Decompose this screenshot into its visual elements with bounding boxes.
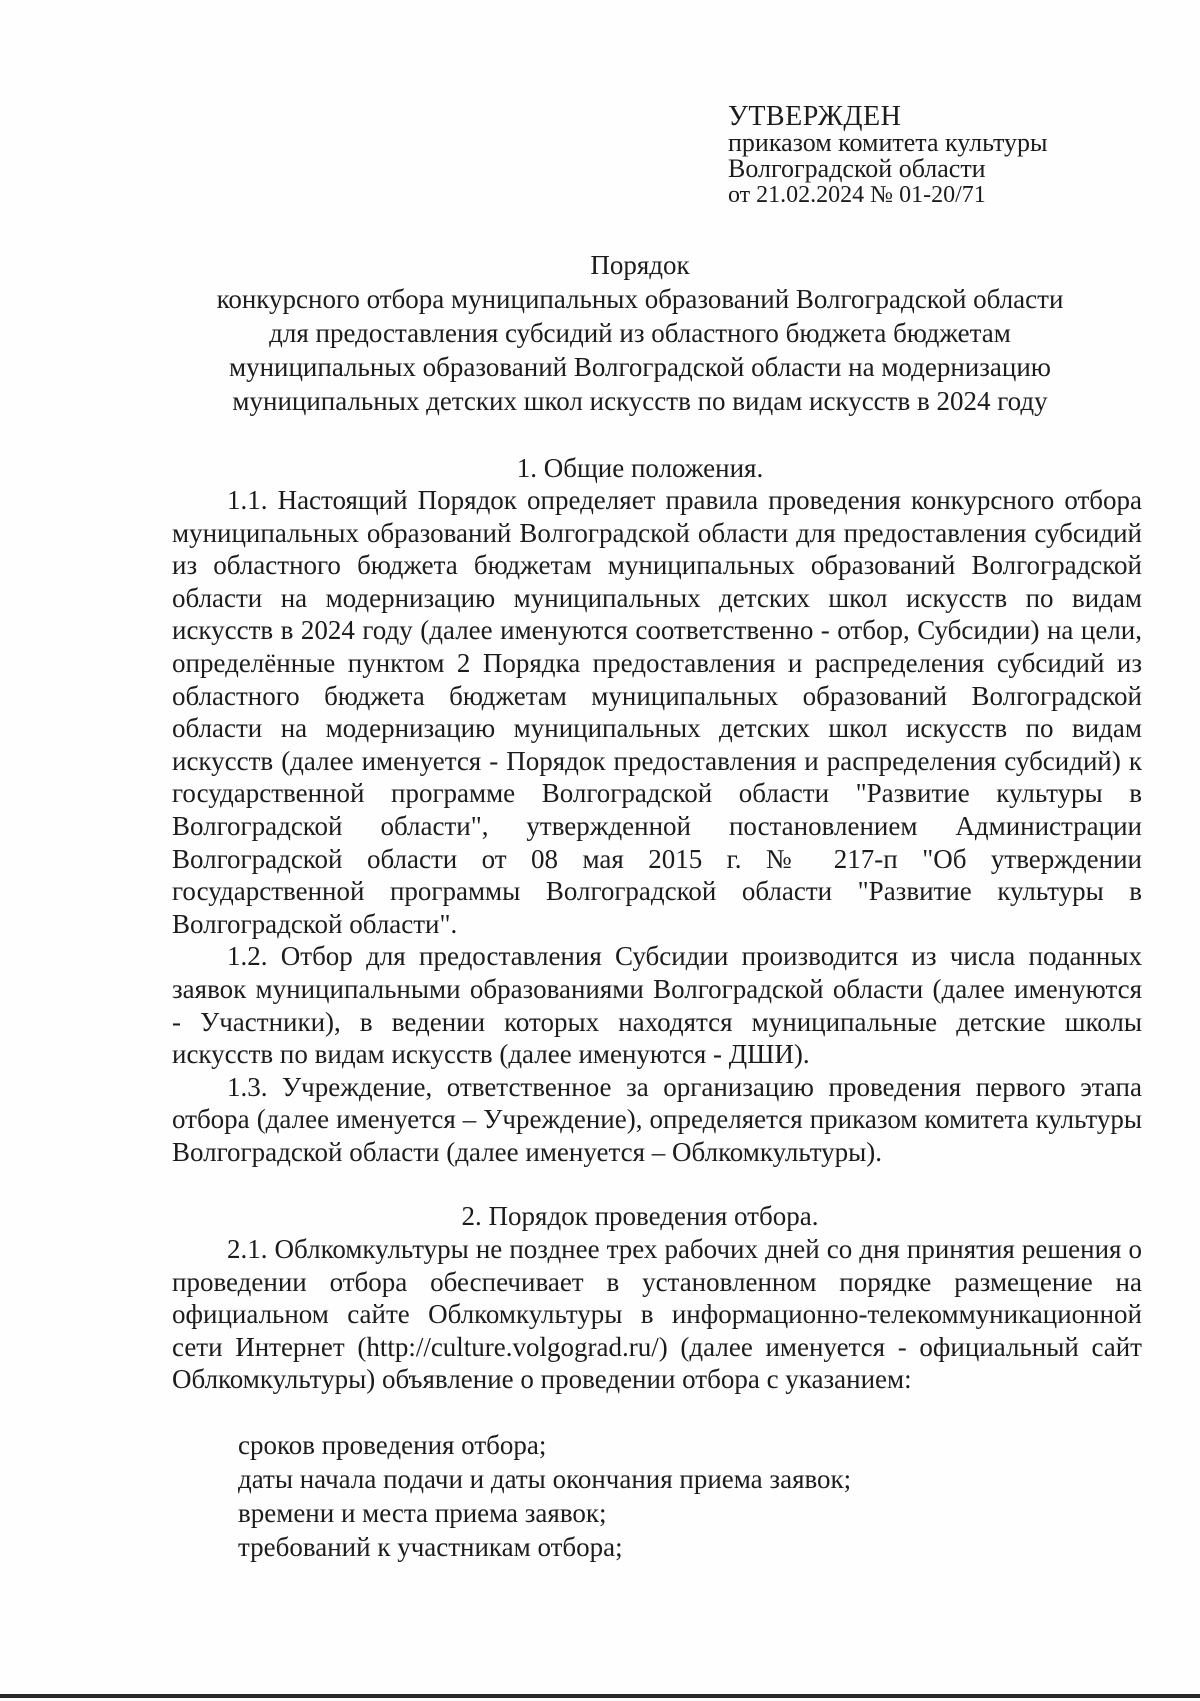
title-line-3: для предоставления субсидий из областного бюджета бюджетам (269, 318, 1011, 348)
list-item: времени и места приема заявок; (238, 1498, 607, 1528)
paragraph-1-3: 1.3. Учреждение, ответственное за организацию проведения первого этапа отбора (далее именуется – Учреждение), определяется приказом комитета культуры Волгоградской области (далее именуется – Облкомкультуры). (172, 1071, 1142, 1167)
list-item: даты начала подачи и даты окончания приема заявок; (238, 1464, 852, 1494)
section-2-body (172, 1233, 1142, 1396)
paragraph-1-1: 1.1. Настоящий Порядок определяет правила проведения конкурсного отбора муниципальных образований Волгоградской области для предоставления субсидий из областного бюджета бюджетам муниципальных образований Волгоградской области на модернизацию муниципальных детских школ искусств по видам искусств в 2024 году (далее именуются соответственно - отбор, Субсидии) на цели, определённые пунктом 2 Порядка предоставления и распределения субсидий из областного бюджета бюджетам муниципальных образований Волгоградской области на модернизацию муниципальных детских школ искусств по видам искусств (далее именуется - Порядок предоставления и распределения субсидий) к государственной программе Волгоградской области "Развитие культуры в Волгоградской области", утвержденной постановлением Администрации Волгоградской области от 08 мая 2015 г. № 217-п "Об утверждении государственной программы Волгоградской области "Развитие культуры в Волгоградской области". (172, 485, 1142, 939)
section-2-heading: 2. Порядок проведения отбора. (461, 1201, 819, 1231)
section-1-heading: 1. Общие положения. (516, 453, 764, 483)
title-line-4: муниципальных образований Волгоградской области на модернизацию (229, 352, 1051, 382)
approval-stamp (728, 101, 1048, 208)
section-1-body (172, 484, 1142, 1168)
title-line-5: муниципальных детских школ искусств по видам искусств в 2024 году (232, 386, 1048, 416)
approval-line-order: приказом комитета культуры (728, 128, 1048, 157)
title-line-2: конкурсного отбора муниципальных образований Волгоградской области (216, 284, 1064, 314)
list-item: сроков проведения отбора; (238, 1430, 547, 1460)
paragraph-2-1: 2.1. Облкомкультуры не позднее трех рабочих дней со дня принятия решения о проведении отбора обеспечивает в установленном порядке размещение на официальном сайте Облкомкультуры в информационно-телекоммуникационной сети Интернет (http://culture.volgograd.ru/) (далее именуется - официальный сайт Облкомкультуры) объявление о проведении отбора с указанием: (172, 1234, 1142, 1395)
approval-line-date: от 21.02.2024 № 01-20/71 (728, 182, 986, 208)
document-title (160, 248, 1120, 418)
announcement-list (238, 1428, 1118, 1564)
approval-title: УТВЕРЖДЕН (728, 101, 902, 132)
list-item: требований к участникам отбора; (238, 1532, 623, 1562)
approval-line-region: Волгоградской области (728, 154, 986, 183)
scan-edge-line (0, 1694, 1200, 1698)
title-line-1: Порядок (590, 250, 690, 280)
paragraph-1-2: 1.2. Отбор для предоставления Субсидии производится из числа поданных заявок муниципальными образованиями Волгоградской области (далее именуются - Участники), в ведении которых находятся муниципальные детские школы искусств по видам искусств (далее именуются - ДШИ). (172, 941, 1142, 1070)
